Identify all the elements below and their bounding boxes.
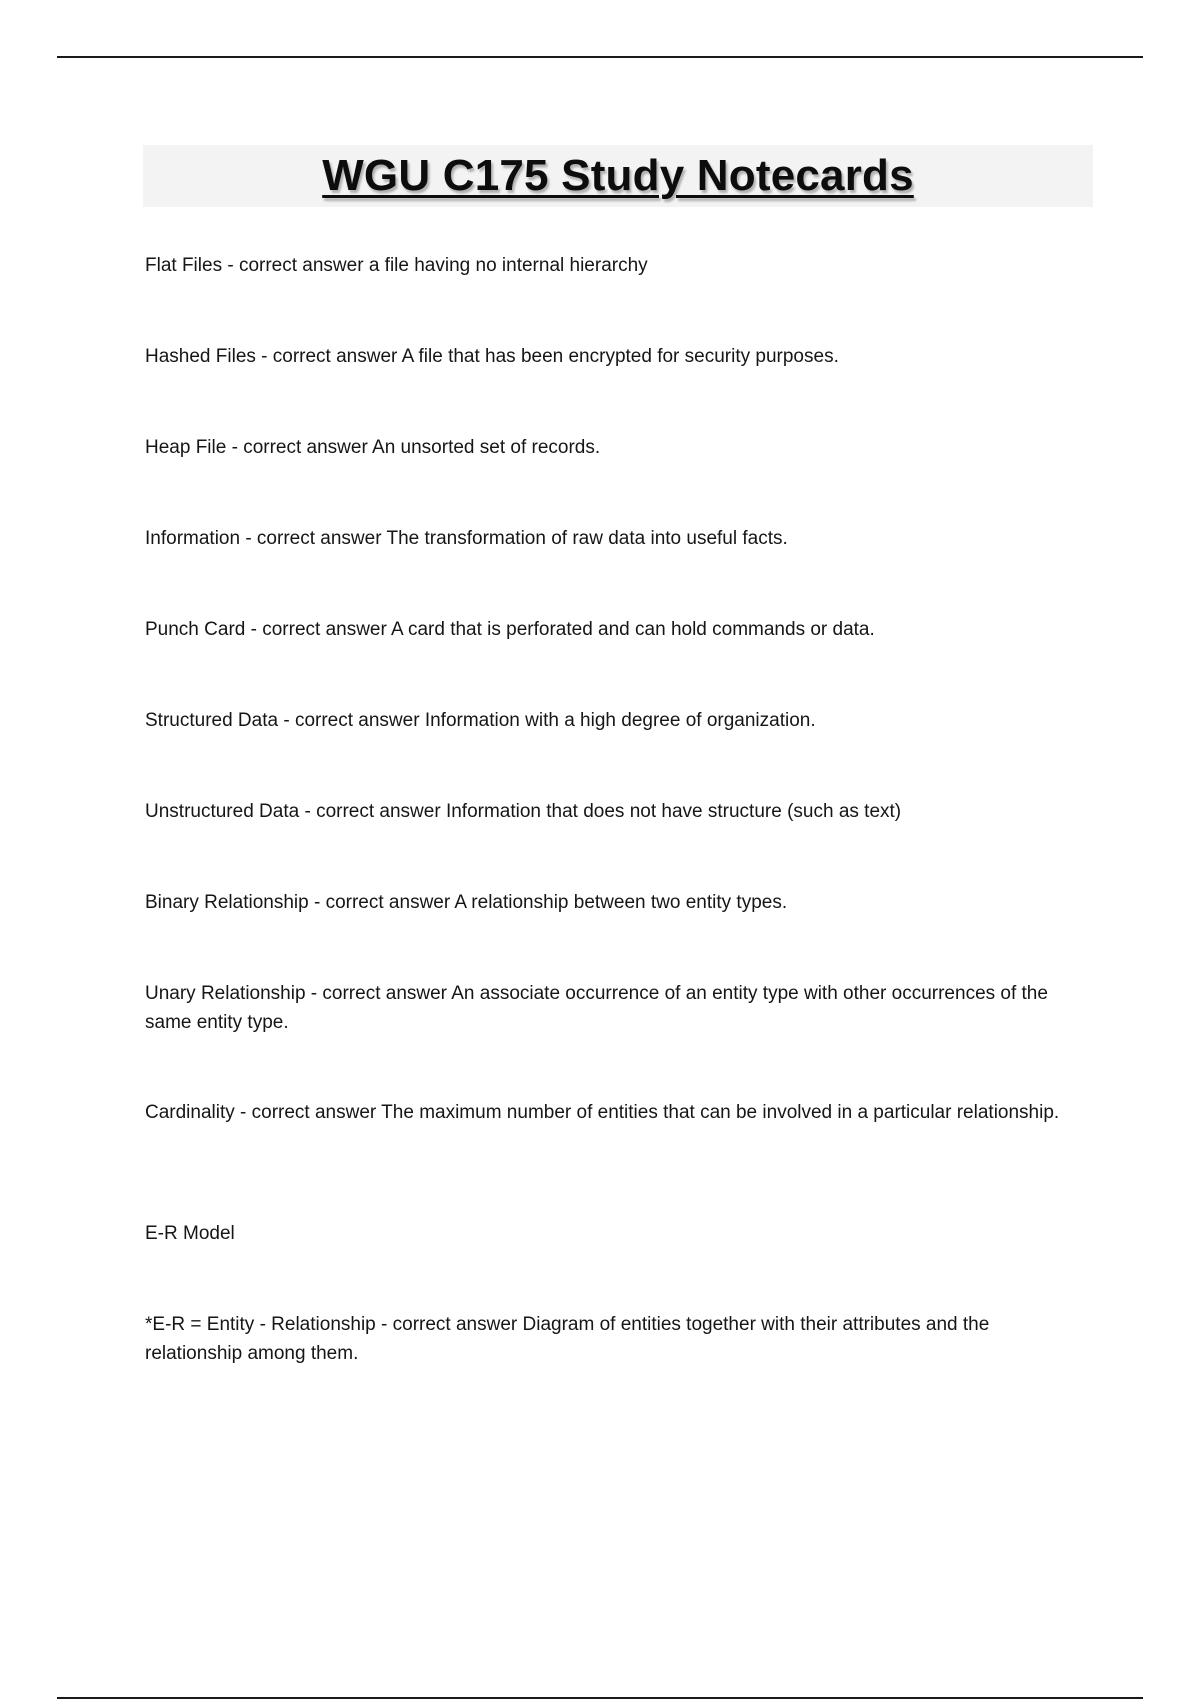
notecard-structured-data: Structured Data - correct answer Information with a high degree of organization. <box>145 710 816 731</box>
notecard-er-model-heading: E-R Model <box>145 1223 235 1244</box>
top-rule <box>57 56 1143 58</box>
title-banner <box>143 145 1093 207</box>
notecard-heap-file: Heap File - correct answer An unsorted set of records. <box>145 437 601 458</box>
notecard-unstructured-data: Unstructured Data - correct answer Information that does not have structure (such as text) <box>145 801 902 822</box>
notecard-cardinality: Cardinality - correct answer The maximum number of entities that can be involved in a particular relationship. <box>145 1102 1060 1123</box>
bottom-rule <box>57 1697 1143 1699</box>
notecard-hashed-files: Hashed Files - correct answer A file that has been encrypted for security purposes. <box>145 346 839 367</box>
notecard-binary-relationship: Binary Relationship - correct answer A relationship between two entity types. <box>145 892 788 913</box>
notecard-flat-files: Flat Files - correct answer a file having no internal hierarchy <box>145 255 648 276</box>
notecard-er-definition: *E-R = Entity - Relationship - correct answer Diagram of entities together with their attributes and the relationship among them. <box>145 1314 990 1364</box>
notecard-unary-relationship: Unary Relationship - correct answer An associate occurrence of an entity type with other occurrences of the same entity type. <box>145 983 1048 1033</box>
notecard-information: Information - correct answer The transformation of raw data into useful facts. <box>145 528 788 549</box>
document-title: WGU C175 Study Notecards <box>322 151 914 200</box>
notecard-punch-card: Punch Card - correct answer A card that is perforated and can hold commands or data. <box>145 619 875 640</box>
